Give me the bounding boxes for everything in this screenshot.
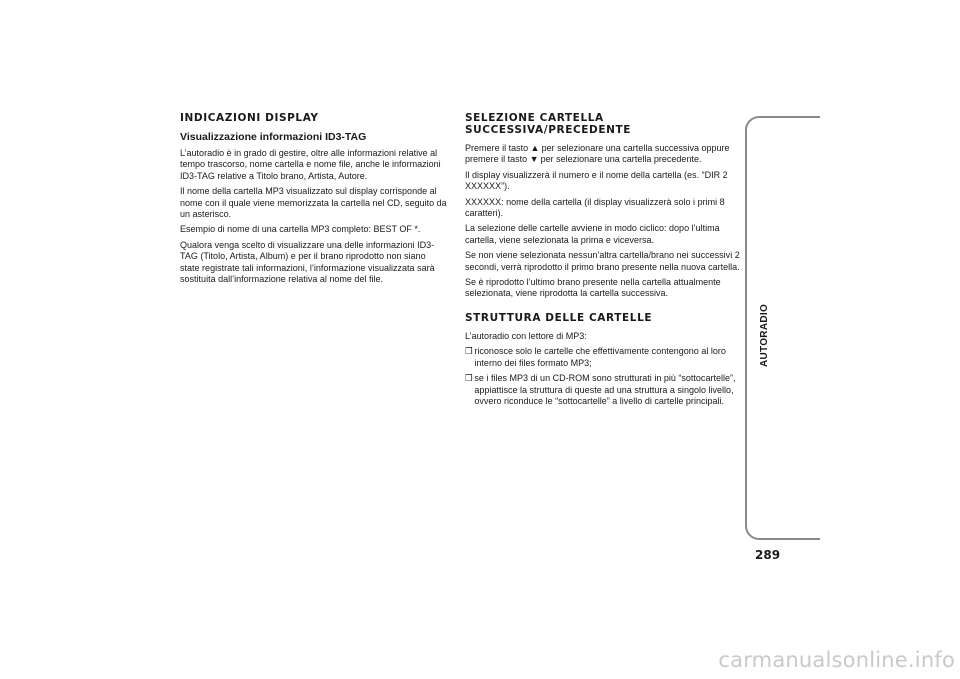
left-column xyxy=(180,112,448,289)
bullet-text: riconosce solo le cartelle che effettivamente contengono al loro interno dei files formato MP3; xyxy=(474,346,726,369)
paragraph: L’autoradio con lettore di MP3: xyxy=(465,330,587,342)
paragraph: Il nome della cartella MP3 visualizzato sul display corrisponde al nome con il quale viene memorizzata la cartella nel CD, seguito da un asterisco. xyxy=(180,186,447,221)
paragraph: L’autoradio è in grado di gestire, oltre alle informazioni relative al tempo trascorso, nome cartella e nome file, anche le informazioni ID3-TAG relative a Titolo brano, Artista, Autore. xyxy=(180,148,441,182)
arrow-down-icon: ▼ xyxy=(529,154,539,165)
subheading-id3-tag: Visualizzazione informazioni ID3-TAG xyxy=(180,131,367,143)
bullet-item xyxy=(465,346,749,369)
section-title-line: SELEZIONE CARTELLA xyxy=(465,112,604,124)
section-title-folder-selection xyxy=(465,112,741,136)
checkbox-bullet-icon: ❒ xyxy=(465,346,473,357)
watermark: carmanualsonline.info xyxy=(718,648,955,672)
paragraph: Qualora venga scelto di visualizzare una delle informazioni ID3-TAG (Titolo, Artista, Album) e per il brano riprodotto non siano state registrate tali informazioni, l’informazione visualizzata sarà sostituita dall’informazione relativa al nome del file. xyxy=(180,239,435,286)
checkbox-bullet-icon: ❒ xyxy=(465,373,473,384)
text-fragment: Premere il tasto xyxy=(465,143,529,154)
page-number: 289 xyxy=(755,548,781,562)
paragraph: Esempio di nome di una cartella MP3 completo: BEST OF *. xyxy=(180,224,421,236)
section-title-folder-structure: STRUTTURA DELLE CARTELLE xyxy=(465,311,653,324)
paragraph: XXXXXX: nome della cartella (il display visualizzerà solo i primi 8 caratteri). xyxy=(465,196,725,220)
arrow-up-icon: ▲ xyxy=(530,143,540,153)
text-fragment: per selezionare una cartella precedente. xyxy=(540,154,702,166)
section-title-display: INDICAZIONI DISPLAY xyxy=(180,112,319,124)
paragraph: Se non viene selezionata nessun’altra cartella/brano nei successivi 2 secondi, verrà riprodotto il primo brano presente nella nuova cartella. xyxy=(465,250,740,273)
paragraph-buttons xyxy=(465,143,740,166)
text-fragment: per selezionare una cartella successiva oppure premere il tasto xyxy=(465,143,730,166)
paragraph: Il display visualizzerà il numero e il nome della cartella (es. “DIR 2 XXXXXX”). xyxy=(465,169,728,193)
bullet-text: se i files MP3 di un CD-ROM sono strutturati in più “sottocartelle”, appiattisce la struttura di queste ad una struttura a singolo livello, ovvero riconduce le “sottocartelle” a livello di cartelle principali. xyxy=(474,373,736,407)
paragraph: La selezione delle cartelle avviene in modo ciclico: dopo l’ultima cartella, viene selezionata la prima e viceversa. xyxy=(465,223,720,246)
section-title-line: SUCCESSIVA/PRECEDENTE xyxy=(465,124,632,136)
side-tab-label xyxy=(754,295,776,375)
bullet-item xyxy=(465,373,749,407)
right-column xyxy=(465,112,741,411)
paragraph: Se è riprodotto l’ultimo brano presente nella cartella attualmente selezionata, viene riprodotta la cartella successiva. xyxy=(465,277,721,300)
side-tab-text: AUTORADIO xyxy=(759,303,771,367)
